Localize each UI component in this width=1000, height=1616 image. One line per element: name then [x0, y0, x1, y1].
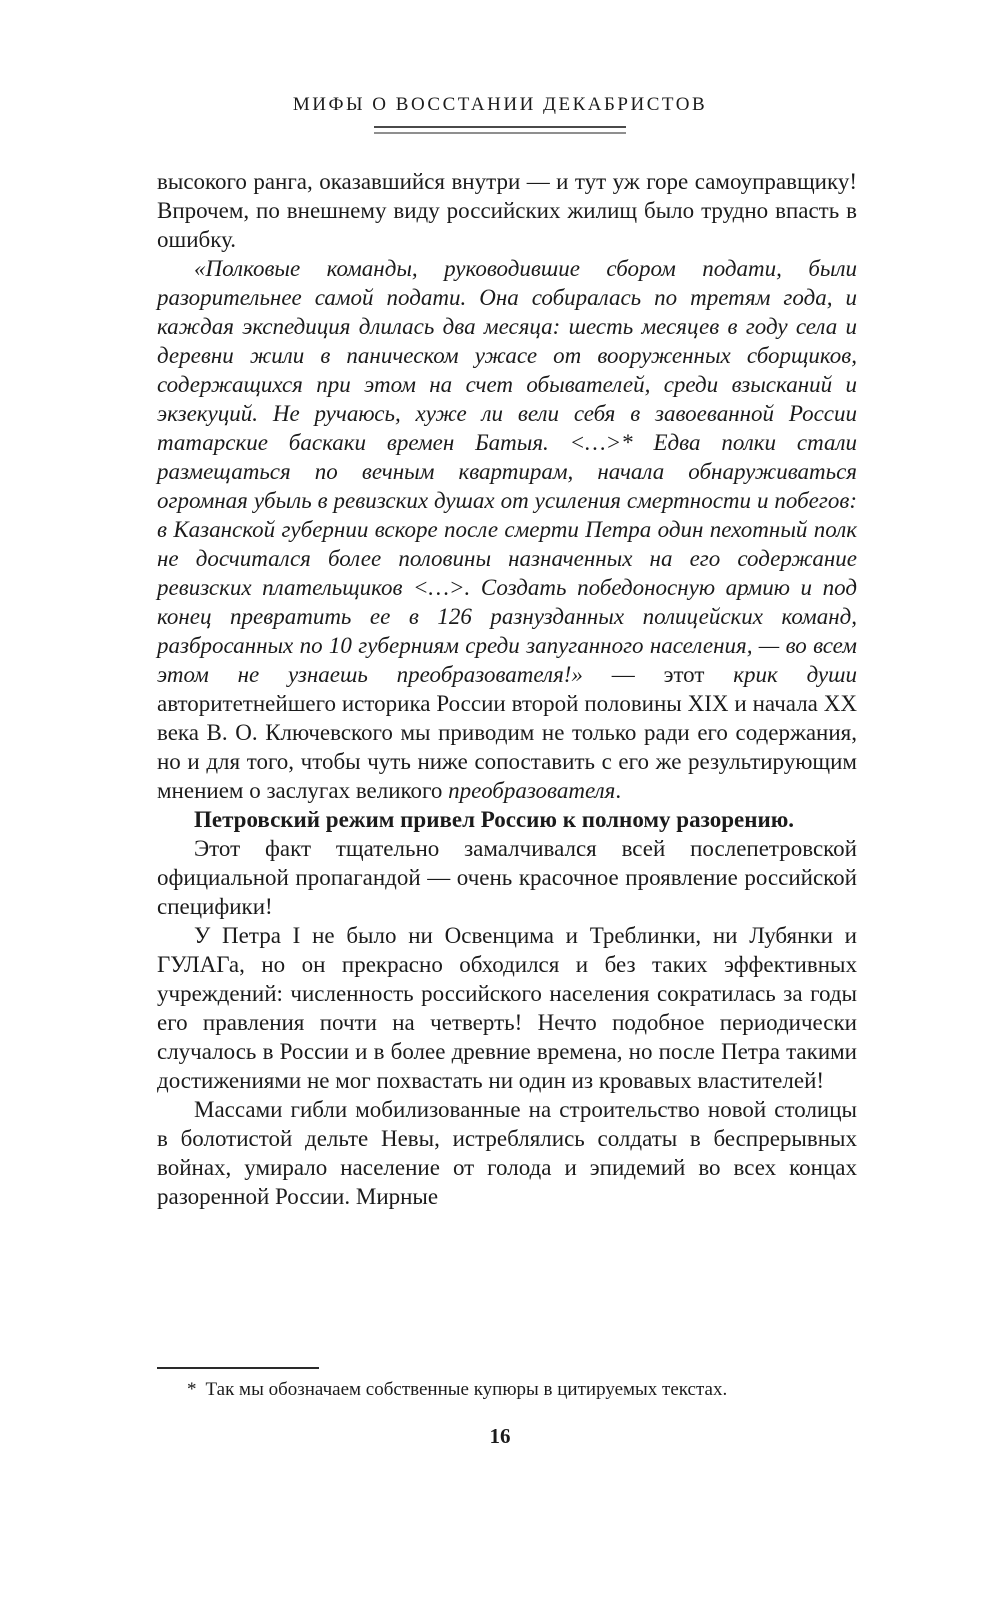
paragraph: [157, 254, 857, 805]
text-run-regular: У Петра I не было ни Освенцима и Треблинки, ни Лубянки и ГУЛАГа, но он прекрасно обходился и без таких эффективных учреждений: численность российского населения сократилась за годы его правления почти на четверть! Нечто подобное периодически случалось в России и в более древние времена, но после Петра такими достижениями не мог похвастать ни один из кровавых властителей!: [157, 923, 857, 1093]
paragraph: [157, 834, 857, 921]
running-header-title: МИФЫ О ВОССТАНИИ ДЕКАБРИСТОВ: [292, 94, 708, 115]
header-double-rule: [374, 126, 626, 134]
text-run-regular: .: [615, 778, 622, 803]
text-run-regular: Этот факт тщательно замалчивался всей послепетровской официальной пропагандой — очень красочное проявление российской специфики!: [157, 836, 857, 919]
footnote: [157, 1378, 857, 1402]
page-body: [157, 167, 857, 1211]
text-run-italic: «Полковые команды, руководившие сбором подати, были разорительнее самой подати. Она собиралась по третям года, и каждая экспедиция длилась два месяца: шесть месяцев в году села и деревни жили в паническом ужасе от вооруженных сборщиков, содержащихся при этом на счет обывателей, среди взысканий и экзекуций. Не ручаюсь, хуже ли вели себя в завоеванной России татарские баскаки времен Батыя. <…>* Едва полки стали размещаться по вечным квартирам, начала обнаруживаться огромная убыль в ревизских душах от усиления смертности и побегов: в Казанской губернии вскоре после смерти Петра один пехотный полк не досчитался более половины назначенных на его содержание ревизских плательщиков <…>. Создать победоносную армию и под конец превратить ее в 126 разнузданных полицейских команд, разбросанных по 10 губерниям среди запуганного населения, — во всем этом не узнаешь преобразователя!»: [157, 256, 857, 687]
footnote-marker: *: [187, 1379, 197, 1400]
text-run-italic: крик души: [733, 662, 857, 687]
text-run-regular: высокого ранга, оказавшийся внутри — и тут уж горе самоуправщику! Впрочем, по внешнему виду российских жилищ было трудно впасть в ошибку.: [157, 169, 857, 252]
footnote-separator: [157, 1367, 319, 1369]
text-run-italic: преобразователя: [448, 778, 616, 803]
paragraph: [157, 167, 857, 254]
text-run-regular: авторитетнейшего историка России второй половины XIX и начала XX века В. О. Ключевского мы приводим не только ради его содержания, но и для того, чтобы чуть ниже сопоставить с его же результирующим мнением о заслугах великого: [157, 691, 857, 803]
paragraph: [157, 1095, 857, 1211]
paragraph: [157, 921, 857, 1095]
text-run-bold: Петровский режим привел Россию к полному разорению.: [194, 807, 795, 832]
text-run-regular: Массами гибли мобилизованные на строительство новой столицы в болотистой дельте Невы, истреблялись солдаты в беспрерывных войнах, умирало население от голода и эпидемий во всех концах разоренной России. Мирные: [157, 1097, 857, 1209]
footnote-text: Так мы обозначаем собственные купюры в цитируемых текстах.: [205, 1379, 728, 1400]
page-number: 16: [489, 1424, 511, 1448]
paragraph: [157, 805, 857, 834]
text-run-regular: — этот: [582, 662, 734, 687]
